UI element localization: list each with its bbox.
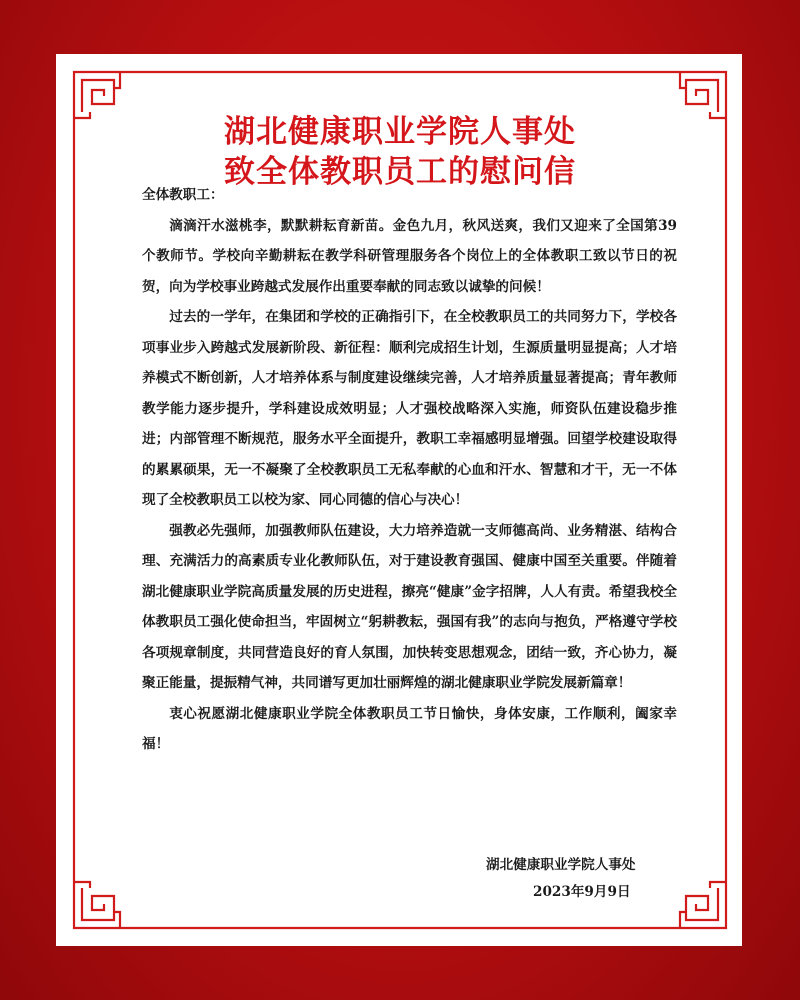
signature-date: 2023年9月9日	[533, 884, 631, 900]
letter-paragraph-1: 滴滴汗水滋桃李，默默耕耘育新苗。金色九月，秋风送爽，我们又迎来了全国第39个教师节。学校向辛勤耕耘在教学科研管理服务各个岗位上的全体教职工致以节日的祝贺，向为学校事业跨越式发展作出重要奉献的同志致以诚挚的问候！	[142, 217, 677, 295]
letter-body	[142, 180, 677, 760]
letter-paragraph-2: 过去的一学年，在集团和学校的正确指引下，在全校教职员工的共同努力下，学校各项事业步入跨越式发展新阶段、新征程：顺利完成招生计划，生源质量明显提高；人才培养模式不断创新，人才培养体系与制度建设继续完善，人才培养质量显著提高；青年教师教学能力逐步提升，学科建设成效明显；人才强校战略深入实施，师资队伍建设稳步推进；内部管理不断规范，服务水平全面提升，教职工幸福感明显增强。回望学校建设取得的累累硕果，无一不凝聚了全校教职员工无私奉献的心血和汗水、智慧和才干，无一不体现了全校教职员工以校为家、同心同德的信心与决心！	[142, 309, 677, 508]
corner-ornament-icon	[680, 882, 726, 928]
corner-ornament-icon	[74, 882, 120, 928]
letter-paragraph-4: 衷心祝愿湖北健康职业学院全体教职员工节日愉快，身体安康，工作顺利，阖家幸福！	[142, 705, 677, 752]
letter-greeting: 全体教职工：	[142, 187, 224, 203]
letter-paragraph-3: 强教必先强师，加强教师队伍建设，大力培养造就一支师德高尚、业务精湛、结构合理、充满活力的高素质专业化教师队伍，对于建设教育强国、健康中国至关重要。伴随着湖北健康职业学院高质量发展的历史进程，擦亮“健康”金字招牌，人人有责。希望我校全体教职员工强化使命担当，牢固树立“躬耕教耘，强国有我”的志向与抱负，严格遵守学校各项规章制度，共同营造良好的育人氛围，加快转变思想观念，团结一致，齐心协力，凝聚正能量，提振精气神，共同谱写更加壮丽辉煌的湖北健康职业学院发展新篇章！	[142, 522, 677, 691]
letter-title-line1: 湖北健康职业学院人事处	[224, 114, 576, 150]
letter-title-line2: 致全体教职员工的慰问信	[224, 154, 576, 190]
signature-organization: 湖北健康职业学院人事处	[486, 857, 636, 873]
